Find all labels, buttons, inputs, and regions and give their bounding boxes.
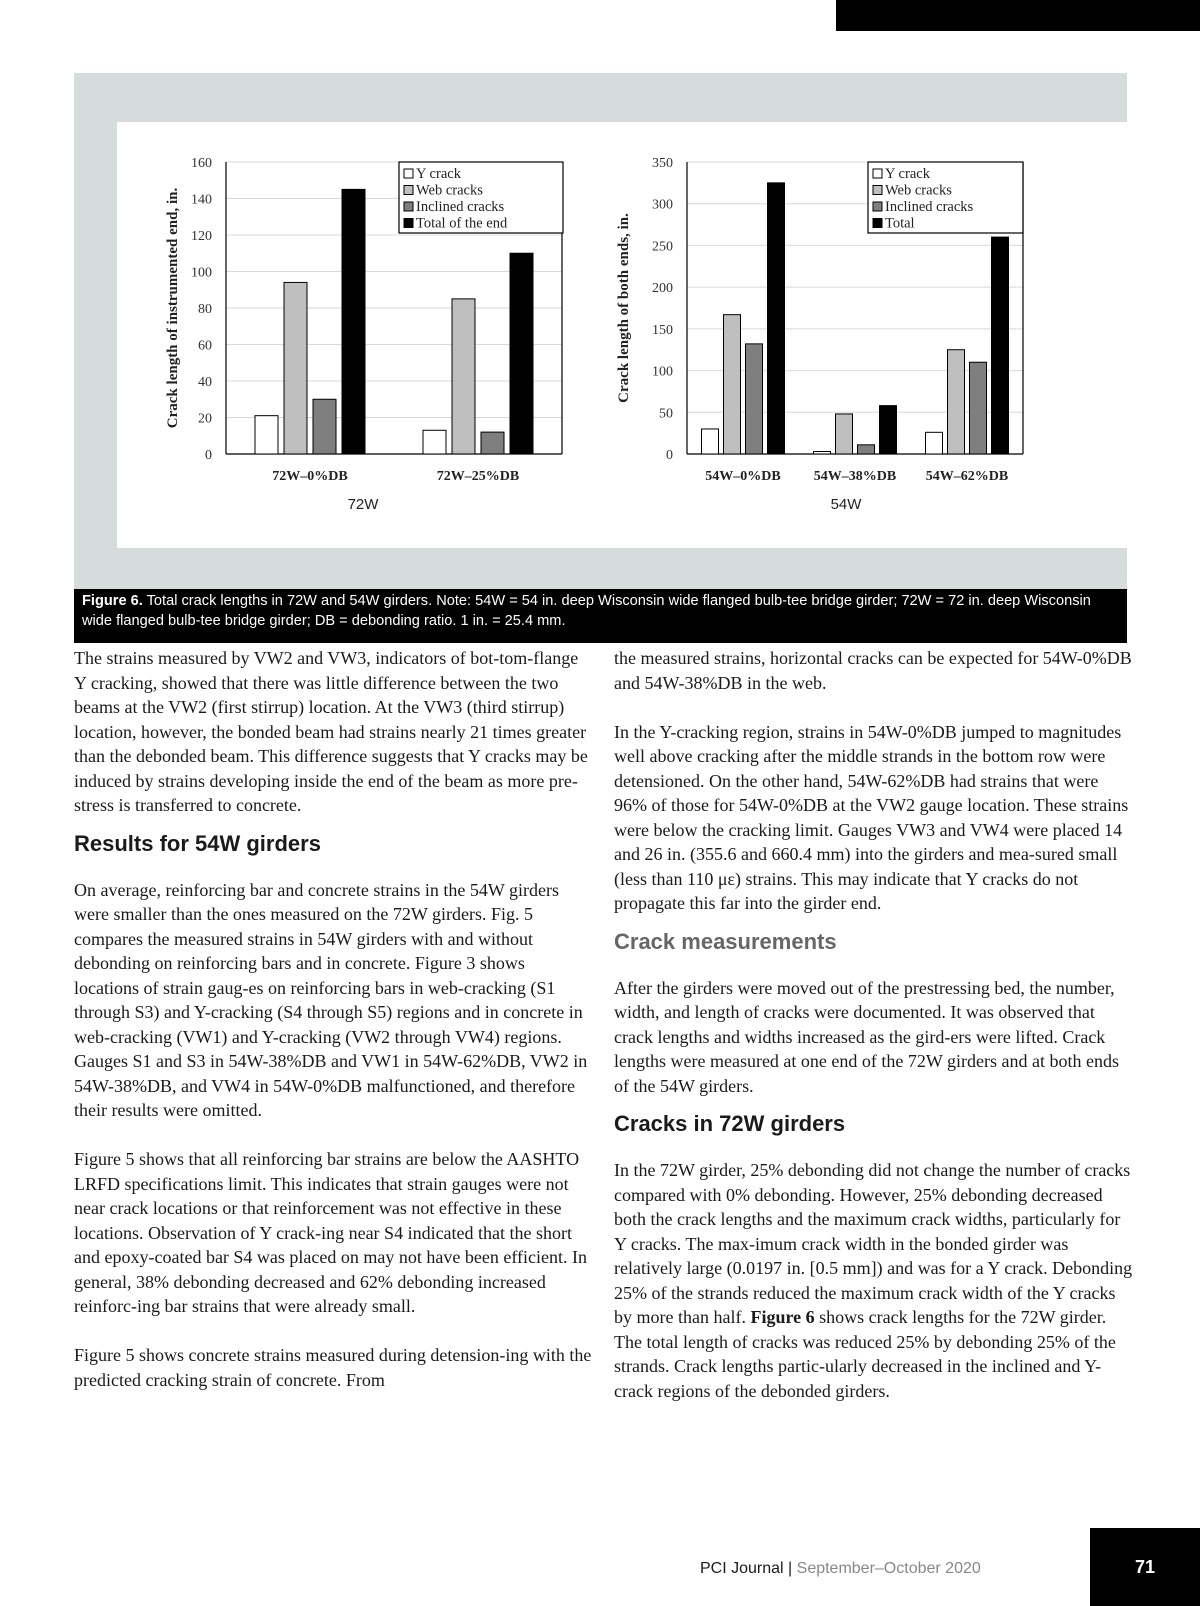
y-tick-label: 0 [666, 448, 673, 463]
y-tick-label: 100 [191, 265, 212, 281]
bar [284, 282, 307, 454]
figure-6-charts [117, 122, 1147, 548]
legend-swatch [404, 202, 413, 211]
legend-label: Inclined cracks [416, 199, 505, 215]
category-label: 54W–62%DB [925, 469, 1009, 484]
legend-label: Total [885, 215, 915, 232]
y-tick-label: 0 [205, 448, 212, 463]
bar [880, 406, 897, 454]
page-number-box [1090, 1528, 1200, 1606]
paragraph: On average, reinforcing bar and concrete strains in the 54W girders were smaller than the ones measured on the 72W girders. Fig. 5 compares the measured strains in 54W girders with and without debonding on reinforcing bars and in concrete. Figure 3 shows locations of strain gaug-es on reinforcing bars in web-cracking (S1 through S3) and Y-cracking (S4 through S5) regions and in concrete in web-cracking (VW1) and Y-cracking (VW2 through VW4) regions. Gauges S1 and S3 in 54W-38%DB and VW1 in 54W-62%DB, VW2 in 54W-38%DB, and VW4 in 54W-0%DB malfunctioned, and therefore their results were omitted. [74, 879, 588, 1120]
y-tick-label: 60 [198, 338, 212, 354]
chart-svg [117, 122, 1147, 548]
x-axis-label: 54W [830, 496, 862, 513]
figure-reference: Figure 6 [750, 1307, 815, 1327]
y-tick-label: 160 [191, 156, 212, 171]
section-heading-crack-measurements: Crack measurements [614, 928, 837, 954]
section-heading-results-54w: Results for 54W girders [74, 830, 321, 856]
y-tick-label: 140 [191, 192, 212, 208]
bar [836, 414, 853, 454]
y-tick-label: 80 [198, 302, 212, 317]
y-tick-label: 50 [659, 406, 673, 422]
legend-swatch [404, 186, 413, 195]
legend-swatch [873, 186, 882, 195]
category-label: 72W–25%DB [436, 469, 520, 484]
bar [858, 445, 875, 454]
bar [948, 350, 965, 454]
y-tick-label: 40 [198, 375, 212, 390]
legend-label: Y crack [885, 166, 930, 182]
category-label: 54W–38%DB [813, 469, 897, 484]
y-tick-label: 20 [198, 411, 212, 427]
bar [342, 189, 365, 454]
footer [700, 1560, 981, 1578]
legend-label: Total of the end [416, 215, 508, 232]
caption-label: Figure 6. [82, 593, 143, 609]
bar [814, 451, 831, 454]
y-axis-label: Crack length of both ends, in. [616, 213, 632, 403]
top-black-bar [836, 0, 1200, 31]
y-tick-label: 120 [191, 229, 212, 244]
page-number: 71 [1134, 1556, 1156, 1577]
right-column [614, 646, 1134, 1403]
legend-swatch [404, 169, 413, 178]
left-column [74, 646, 594, 1392]
y-tick-label: 200 [652, 281, 673, 297]
bar [313, 399, 336, 454]
paragraph: In the Y-cracking region, strains in 54W-0%DB jumped to magnitudes well above cracking after the middle strands in the bottom row were detensioned. On the other hand, 54W-62%DB had strains that were 96% of those for 54W-0%DB at the VW2 gauge location. These strains were below the cracking limit. Gauges VW3 and VW4 were placed 14 and 26 in. (355.6 and 660.4 mm) into the girders and mea-sured small (less than 110 με) strains. This may indicate that Y cracks do not propagate this far into the girder end. [614, 721, 1129, 913]
y-tick-label: 150 [652, 322, 673, 338]
bar [970, 362, 987, 454]
section-heading-cracks-72w: Cracks in 72W girders [614, 1111, 846, 1136]
issue-date: September–October 2020 [796, 1560, 981, 1577]
bar [481, 432, 504, 454]
legend-swatch [873, 202, 882, 211]
bar [724, 315, 741, 454]
bar [452, 299, 475, 454]
paragraph: the measured strains, horizontal cracks can be expected for 54W-0%DB and 54W-38%DB in the web. [614, 648, 1132, 693]
y-tick-label: 250 [652, 239, 673, 255]
footer-separator: | [783, 1560, 797, 1577]
paragraph [614, 1158, 1134, 1403]
legend-swatch [873, 169, 882, 178]
bar [423, 430, 446, 454]
y-axis-label: Crack length of instrumented end, in. [165, 187, 181, 429]
y-tick-label: 300 [652, 197, 673, 213]
legend-swatch [404, 219, 413, 228]
paragraph: After the girders were moved out of the prestressing bed, the number, width, and length of cracks were documented. It was observed that crack lengths and widths increased as the gird-ers were lifted. Crack lengths were measured at one end of the 72W girders and at both ends of the 54W girders. [614, 977, 1120, 1096]
paragraph: Figure 5 shows concrete strains measured during detension-ing with the predicted cracking strain of concrete. From [74, 1345, 592, 1390]
figure-caption [74, 589, 1127, 643]
y-tick-label: 350 [652, 156, 673, 171]
legend-label: Y crack [416, 166, 461, 182]
journal-name: PCI Journal [700, 1560, 784, 1577]
legend-label: Web cracks [416, 182, 483, 199]
legend-swatch [873, 219, 882, 228]
paragraph: The strains measured by VW2 and VW3, indicators of bot-tom-flange Y cracking, showed that there was little difference between the two beams at the VW2 (first stirrup) location. At the VW3 (third stirrup) location, however, the bonded beam had strains nearly 21 times greater than the debonded beam. This difference suggests that Y cracks may be induced by strains developing inside the end of the beam as more pre-stress is transferred to concrete. [74, 648, 588, 815]
bar [255, 416, 278, 454]
caption-text: Total crack lengths in 72W and 54W girders. Note: 54W = 54 in. deep Wisconsin wide flanged bulb-tee bridge girder; 72W = 72 in. deep Wisconsin wide flanged bulb-tee bridge girder; DB = debonding ratio. 1 in. = 25.4 mm. [82, 593, 1091, 629]
text-run: In the 72W girder, 25% debonding did not change the number of cracks compared with 0% debonding. However, 25% debonding decreased both the crack lengths and the maximum crack widths, particularly for Y cracks. The max-imum crack width in the bonded girder was relatively large (0.0197 in. [0.5 mm]) and was for a Y crack. Debonding 25% of the strands reduced the maximum crack width of the Y cracks by more than half. [614, 1160, 1133, 1327]
legend-label: Web cracks [885, 182, 952, 199]
paragraph: Figure 5 shows that all reinforcing bar strains are below the AASHTO LRFD specifications limit. This indicates that strain gauges were not near crack locations or that reinforcement was not effective in these locations. Observation of Y crack-ing near S4 indicated that the short and epoxy-coated bar S4 was placed on may not have been efficient. In general, 38% debonding decreased and 62% debonding increased reinforc-ing bar strains that were already small. [74, 1149, 587, 1316]
x-axis-label: 72W [347, 496, 379, 513]
legend-label: Inclined cracks [885, 199, 974, 215]
bar [926, 432, 943, 454]
category-label: 54W–0%DB [705, 469, 781, 484]
bar [702, 429, 719, 454]
bar [746, 344, 763, 454]
bar [768, 183, 785, 454]
text-run: shows crack lengths for the 72W girder. The total length of cracks was reduced 25% by debonding 25% of the strands. Crack lengths partic-ularly decreased in the inclined and Y-crack regions of the debonded girders. [614, 1307, 1116, 1401]
y-tick-label: 100 [652, 364, 673, 380]
bar [510, 253, 533, 454]
category-label: 72W–0%DB [272, 469, 348, 484]
bar [992, 237, 1009, 454]
